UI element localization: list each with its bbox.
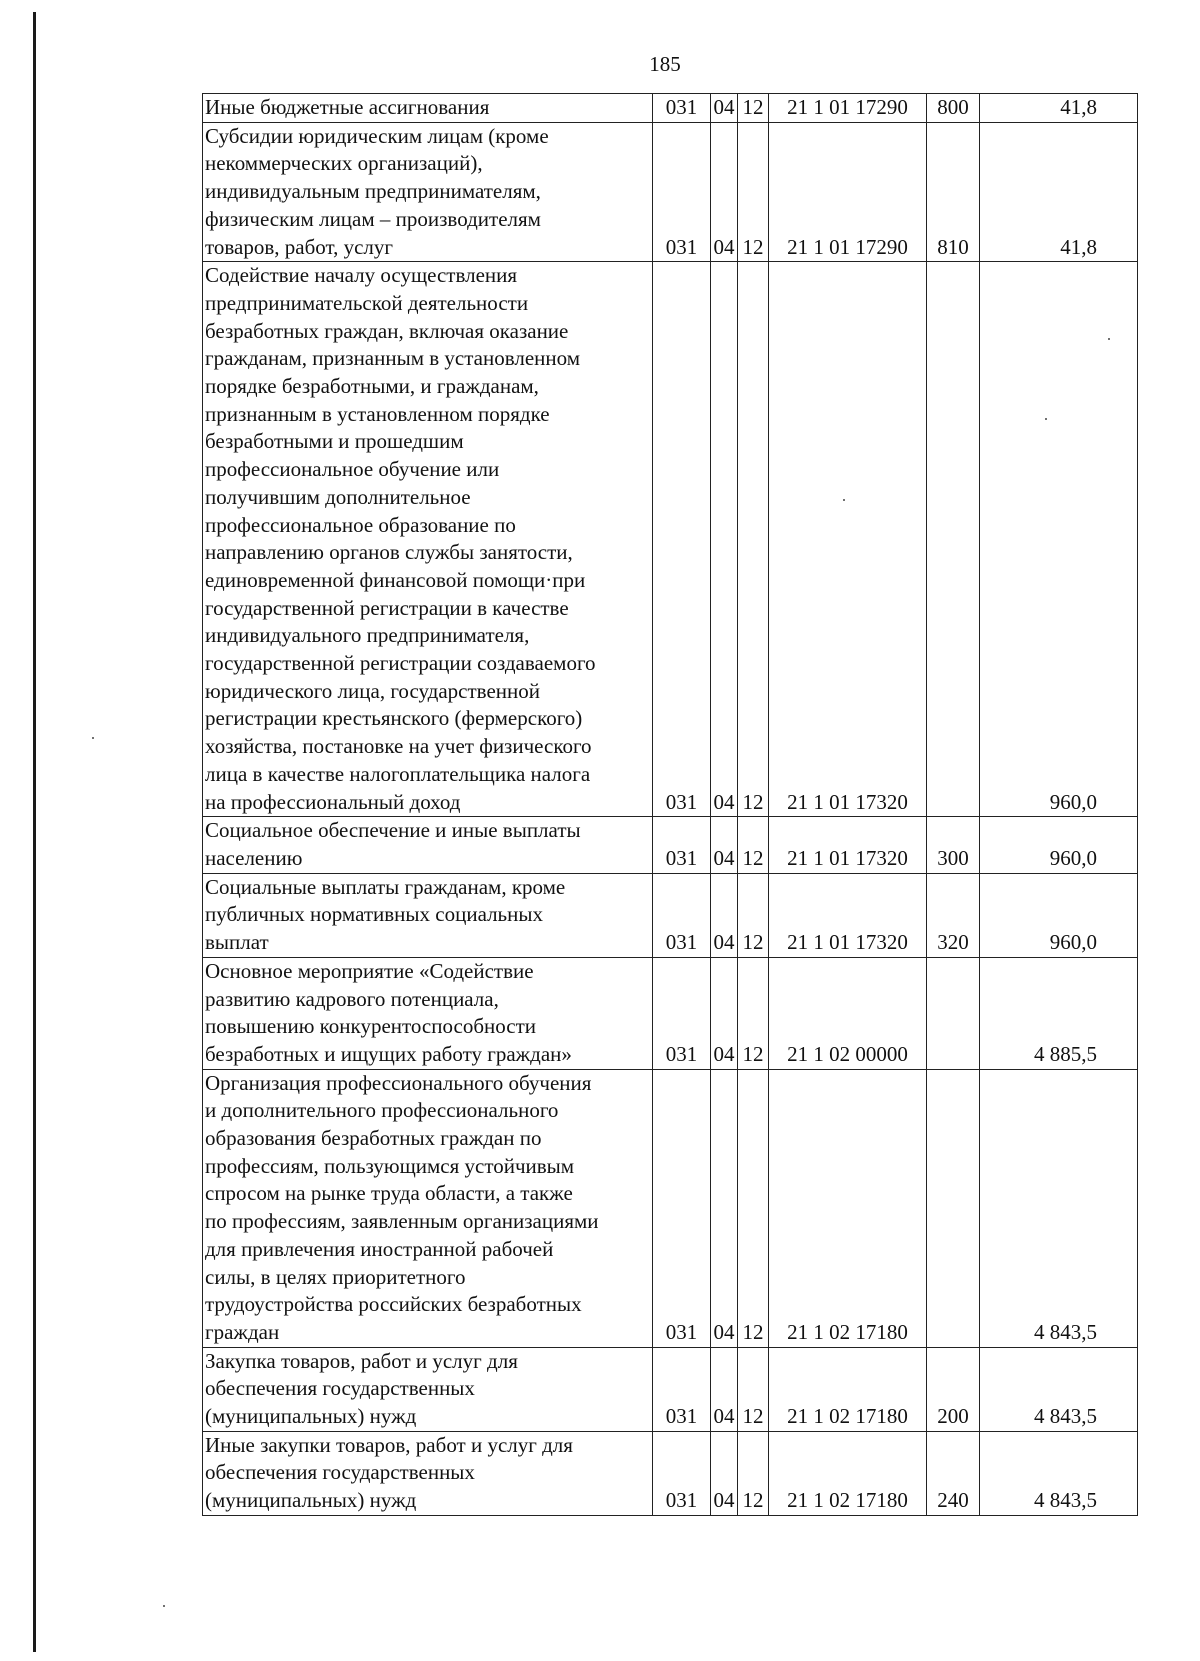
subsection-code: 12 bbox=[738, 957, 769, 1069]
section-code: 04 bbox=[711, 873, 738, 957]
section-code: 04 bbox=[711, 957, 738, 1069]
ministry-code: 031 bbox=[653, 94, 711, 123]
table-row bbox=[203, 94, 1138, 123]
expense-name-line: спросом на рынке труда области, а также bbox=[205, 1181, 573, 1206]
ministry-code: 031 bbox=[653, 1069, 711, 1347]
expense-type: 810 bbox=[927, 122, 980, 262]
section-code: 04 bbox=[711, 122, 738, 262]
expense-type: 300 bbox=[927, 817, 980, 873]
expense-name-line: безработных граждан, включая оказание bbox=[205, 318, 569, 343]
target-article: 21 1 02 00000 bbox=[769, 957, 927, 1069]
amount: 960,0 bbox=[980, 817, 1138, 873]
expense-name-line: (муниципальных) нужд bbox=[205, 1488, 417, 1513]
expense-name-line: граждан bbox=[205, 1319, 280, 1344]
expense-name bbox=[203, 262, 653, 817]
expense-name bbox=[203, 1069, 653, 1347]
expense-name-line: на профессиональный доход bbox=[205, 789, 461, 814]
expense-name-line: трудоустройства российских безработных bbox=[205, 1292, 582, 1317]
expense-name-line: Закупка товаров, работ и услуг для bbox=[205, 1348, 518, 1373]
target-article: 21 1 01 17320 bbox=[769, 262, 927, 817]
expense-name-line: развитию кадрового потенциала, bbox=[205, 986, 499, 1011]
subsection-code: 12 bbox=[738, 94, 769, 123]
table-row bbox=[203, 1431, 1138, 1515]
page-number: 185 bbox=[649, 52, 681, 76]
amount: 960,0 bbox=[980, 873, 1138, 957]
target-article: 21 1 01 17320 bbox=[769, 817, 927, 873]
expense-name-line: государственной регистрации создаваемого bbox=[205, 651, 596, 676]
expense-type bbox=[927, 262, 980, 817]
table-row bbox=[203, 1069, 1138, 1347]
binding-line bbox=[33, 12, 36, 1652]
section-code: 04 bbox=[711, 1069, 738, 1347]
expense-name bbox=[203, 122, 653, 262]
amount: 4 843,5 bbox=[980, 1431, 1138, 1515]
expense-name-line: для привлечения иностранной рабочей bbox=[205, 1236, 554, 1261]
amount: 4 843,5 bbox=[980, 1347, 1138, 1431]
target-article: 21 1 01 17290 bbox=[769, 94, 927, 123]
expense-name-line: товаров, работ, услуг bbox=[205, 234, 394, 259]
expense-name-line: единовременной финансовой помощи·при bbox=[205, 567, 586, 592]
expense-name-line: профессиональное обучение или bbox=[205, 457, 500, 482]
expense-name-line: безработными и прошедшим bbox=[205, 429, 464, 454]
expense-name bbox=[203, 873, 653, 957]
expense-name-line: по профессиям, заявленным организациями bbox=[205, 1209, 599, 1234]
expense-name-line: Иные бюджетные ассигнования bbox=[205, 95, 490, 119]
expense-name-line: индивидуальным предпринимателям, bbox=[205, 179, 541, 204]
expense-type: 320 bbox=[927, 873, 980, 957]
section-code: 04 bbox=[711, 94, 738, 123]
expense-name-line: лица в качестве налогоплательщика налога bbox=[205, 761, 591, 786]
budget-table bbox=[202, 93, 1138, 1516]
expense-name-line: населению bbox=[205, 845, 303, 870]
expense-name-line: хозяйства, постановке на учет физического bbox=[205, 734, 592, 759]
expense-name-line: профессиям, пользующимся устойчивым bbox=[205, 1153, 575, 1178]
target-article: 21 1 01 17320 bbox=[769, 873, 927, 957]
scan-speck bbox=[163, 1605, 165, 1607]
subsection-code: 12 bbox=[738, 1069, 769, 1347]
ministry-code: 031 bbox=[653, 1347, 711, 1431]
section-code: 04 bbox=[711, 1347, 738, 1431]
expense-name-line: выплат bbox=[205, 930, 269, 955]
subsection-code: 12 bbox=[738, 1347, 769, 1431]
expense-name-line: некоммерческих организаций), bbox=[205, 151, 483, 176]
budget-table-body bbox=[203, 94, 1138, 1516]
expense-name bbox=[203, 957, 653, 1069]
expense-name-line: профессиональное образование по bbox=[205, 512, 516, 537]
expense-name-line: Основное мероприятие «Содействие bbox=[205, 958, 534, 983]
expense-name-line: Организация профессионального обучения bbox=[205, 1070, 592, 1095]
expense-name-line: повышению конкурентоспособности bbox=[205, 1014, 537, 1039]
expense-name-line: Содействие началу осуществления bbox=[205, 263, 518, 288]
expense-name-line: Социальные выплаты гражданам, кроме bbox=[205, 874, 566, 899]
expense-name-line: гражданам, признанным в установленном bbox=[205, 346, 581, 371]
table-row bbox=[203, 262, 1138, 817]
amount: 41,8 bbox=[980, 122, 1138, 262]
amount: 41,8 bbox=[980, 94, 1138, 123]
expense-type bbox=[927, 957, 980, 1069]
section-code: 04 bbox=[711, 817, 738, 873]
expense-name-line: (муниципальных) нужд bbox=[205, 1404, 417, 1429]
expense-name-line: признанным в установленном порядке bbox=[205, 401, 550, 426]
expense-name-line: силы, в целях приоритетного bbox=[205, 1264, 466, 1289]
table-row bbox=[203, 817, 1138, 873]
subsection-code: 12 bbox=[738, 873, 769, 957]
expense-type bbox=[927, 1069, 980, 1347]
expense-name-line: получившим дополнительное bbox=[205, 484, 471, 509]
expense-name bbox=[203, 1431, 653, 1515]
table-row bbox=[203, 957, 1138, 1069]
expense-name-line: индивидуального предпринимателя, bbox=[205, 623, 530, 648]
ministry-code: 031 bbox=[653, 122, 711, 262]
expense-name-line: Субсидии юридическим лицам (кроме bbox=[205, 123, 549, 148]
expense-name-line: обеспечения государственных bbox=[205, 1376, 475, 1401]
expense-name-line: образования безработных граждан по bbox=[205, 1126, 542, 1151]
expense-name bbox=[203, 1347, 653, 1431]
expense-name-line: направлению органов службы занятости, bbox=[205, 540, 573, 565]
target-article: 21 1 02 17180 bbox=[769, 1069, 927, 1347]
expense-name bbox=[203, 94, 653, 123]
table-row bbox=[203, 122, 1138, 262]
section-code: 04 bbox=[711, 262, 738, 817]
expense-name bbox=[203, 817, 653, 873]
expense-name-line: безработных и ищущих работу граждан» bbox=[205, 1041, 572, 1066]
expense-name-line: публичных нормативных социальных bbox=[205, 902, 543, 927]
expense-type: 240 bbox=[927, 1431, 980, 1515]
ministry-code: 031 bbox=[653, 817, 711, 873]
expense-name-line: порядке безработными, и гражданам, bbox=[205, 374, 539, 399]
subsection-code: 12 bbox=[738, 122, 769, 262]
ministry-code: 031 bbox=[653, 262, 711, 817]
table-row bbox=[203, 873, 1138, 957]
ministry-code: 031 bbox=[653, 873, 711, 957]
section-code: 04 bbox=[711, 1431, 738, 1515]
expense-name-line: Социальное обеспечение и иные выплаты bbox=[205, 818, 581, 843]
amount: 4 843,5 bbox=[980, 1069, 1138, 1347]
ministry-code: 031 bbox=[653, 1431, 711, 1515]
expense-name-line: государственной регистрации в качестве bbox=[205, 595, 569, 620]
amount: 4 885,5 bbox=[980, 957, 1138, 1069]
subsection-code: 12 bbox=[738, 817, 769, 873]
expense-name-line: Иные закупки товаров, работ и услуг для bbox=[205, 1432, 573, 1457]
amount: 960,0 bbox=[980, 262, 1138, 817]
expense-name-line: и дополнительного профессионального bbox=[205, 1098, 559, 1123]
target-article: 21 1 01 17290 bbox=[769, 122, 927, 262]
subsection-code: 12 bbox=[738, 1431, 769, 1515]
expense-type: 800 bbox=[927, 94, 980, 123]
ministry-code: 031 bbox=[653, 957, 711, 1069]
target-article: 21 1 02 17180 bbox=[769, 1431, 927, 1515]
expense-name-line: физическим лицам – производителям bbox=[205, 206, 541, 231]
expense-type: 200 bbox=[927, 1347, 980, 1431]
expense-name-line: предпринимательской деятельности bbox=[205, 290, 529, 315]
expense-name-line: регистрации крестьянского (фермерского) bbox=[205, 706, 583, 731]
scan-speck bbox=[92, 737, 94, 739]
table-row bbox=[203, 1347, 1138, 1431]
target-article: 21 1 02 17180 bbox=[769, 1347, 927, 1431]
subsection-code: 12 bbox=[738, 262, 769, 817]
expense-name-line: юридического лица, государственной bbox=[205, 678, 540, 703]
expense-name-line: обеспечения государственных bbox=[205, 1460, 475, 1485]
